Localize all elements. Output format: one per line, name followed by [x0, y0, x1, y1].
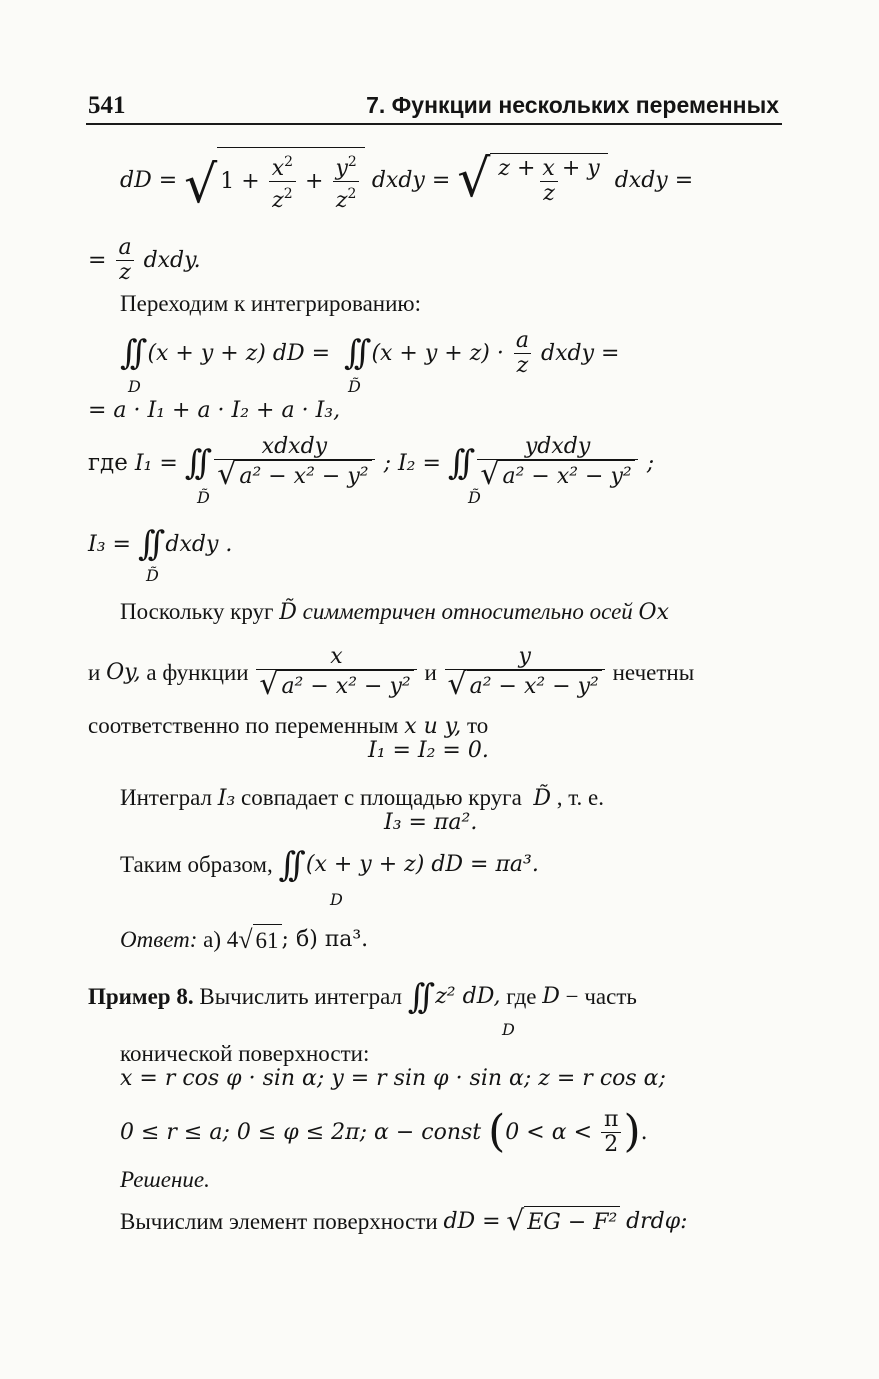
result-I3: I₃ = πa².: [384, 810, 478, 835]
example8-rest: − часть: [565, 984, 637, 1009]
eq5-i1: I₁ =: [134, 450, 178, 476]
eq3-num: a: [515, 327, 529, 353]
answer-b: ; б) πa³.: [281, 926, 369, 952]
eq3-domain-2: D̃: [348, 377, 361, 396]
p3-domain: D: [330, 890, 343, 909]
example8-line4: 0 ≤ r ≤ a; 0 ≤ φ ≤ 2π; α − const ( 0 < α < $\frac{\pi}{2}$ ) .: [120, 1106, 648, 1157]
answer-root: 61: [253, 924, 282, 955]
eq5-gde: где: [88, 450, 128, 476]
para-conclusion: Таким образом, ∫∫ (x + y + z) dD = πa³.: [120, 845, 539, 885]
eq5-semi: ;: [646, 450, 655, 476]
p3-a: Таким образом,: [120, 852, 273, 877]
p1-l3: соответственно по переменным: [88, 713, 399, 738]
eq5-num1: xdxdy: [261, 433, 328, 459]
example8-d: D: [542, 984, 560, 1009]
eq3-integrand2: (x + y + z) ·: [371, 340, 504, 366]
equation-integral: ∫∫ (x + y + z) dD = ∫∫ (x + y + z) · $\frac{a}{z}$ dxdy =: [120, 327, 620, 378]
example8-pi: π: [604, 1106, 619, 1132]
equation-I1-I2: где I₁ = ∫∫ xdxdy √ a² − x² − y² ; I₂ = ∫∫ ydxdy √ a² − x² − y² ;: [88, 433, 655, 492]
eq3-domain-1: D: [128, 377, 141, 396]
p1-oy: Oy,: [106, 660, 141, 685]
eq1-tail: dxdy =: [614, 167, 694, 193]
example8-line4b: 0 < α <: [505, 1119, 592, 1145]
example8-line2: конической поверхности:: [120, 1041, 370, 1066]
example8-body: z² dD,: [435, 984, 501, 1009]
p1-l1: Поскольку круг: [120, 599, 274, 624]
p1-l2a: и: [88, 660, 101, 685]
section-title: 7. Функции нескольких переменных: [366, 92, 779, 118]
example8-line3: x = r cos φ · sin α; y = r sin φ · sin α; z = r cos α;: [120, 1066, 666, 1091]
eq5-den2: a² − x² − y²: [499, 460, 634, 492]
p1-fden1: a² − x² − y²: [278, 670, 413, 702]
solution-text: Вычислим элемент поверхности: [120, 1208, 438, 1234]
example8-line4a: 0 ≤ r ≤ a; 0 ≤ φ ≤ 2π; α − const: [120, 1119, 482, 1145]
p1-dtilde: D̃: [279, 600, 297, 625]
p1-l1b: симметричен относительно осей: [302, 599, 633, 624]
frac2-num: y: [335, 156, 348, 181]
p1-fnum2: y: [518, 643, 531, 669]
eq3-den: z: [514, 353, 532, 378]
eq2-tail: dxdy.: [143, 247, 201, 273]
answer-a: а) 4: [203, 926, 239, 952]
frac2-den: z: [335, 188, 348, 213]
p1-l2b: а функции: [146, 660, 249, 685]
p1-fnum1: x: [330, 643, 343, 669]
frac1-den: z: [272, 188, 284, 213]
eq2-den: z: [116, 260, 134, 285]
answer: Ответ: а) 4 √ 61 ; б) πa³.: [120, 925, 369, 954]
solution-dd: dD =: [443, 1208, 501, 1234]
eq6-i3: I₃ =: [88, 531, 131, 557]
sqrt-2: √ $\frac{z + x + y}{z}$: [457, 153, 607, 207]
example8-domain: D: [502, 1020, 515, 1039]
eq6-domain: D̃: [146, 566, 159, 585]
example-8: Пример 8. Вычислить интеграл ∫∫ z² dD, где D − часть: [88, 977, 637, 1017]
solution-tail: drdφ:: [626, 1208, 688, 1234]
p3-body: (x + y + z) dD = πa³.: [305, 852, 539, 877]
solution-root: EG − F²: [524, 1206, 620, 1237]
eq3-tail: dxdy =: [541, 340, 620, 366]
eq5-domain-2: D̃: [468, 488, 481, 507]
p2-b: совпадает с площадью круга: [241, 785, 522, 810]
sqrt2-den: z: [540, 181, 558, 206]
p2-c: , т. е.: [556, 785, 604, 810]
equation-dD: [120, 140, 693, 220]
p1-odd: нечетны: [612, 660, 695, 685]
frac1-num: x: [271, 156, 285, 181]
eq5-den1: a² − x² − y²: [236, 460, 371, 492]
sqrt-1: √ 1 + $\frac{x^2}{z^2}$ + $\frac{y^2}{z^2}$: [184, 147, 365, 213]
text-integration: Переходим к интегрированию:: [120, 291, 421, 316]
example8-two: 2: [601, 1132, 621, 1157]
p1-fden2: a² − x² − y²: [467, 670, 602, 702]
answer-label: Ответ:: [120, 926, 198, 952]
p2-dt: D̃: [533, 786, 551, 811]
equation-sum-I: = a · I₁ + a · I₂ + a · I₃,: [88, 398, 341, 423]
para-area: [120, 784, 604, 813]
example8-text: Вычислить интеграл: [199, 984, 403, 1009]
example8-dot: .: [640, 1119, 648, 1145]
p2-i3: I₃: [217, 786, 236, 811]
eq2-num: a: [118, 234, 132, 260]
eq6-body: dxdy .: [165, 531, 233, 557]
eq1-dxdy: dxdy =: [371, 167, 451, 193]
result-I1-I2: I₁ = I₂ = 0.: [368, 738, 489, 763]
equation-a-over-z: [88, 232, 201, 288]
eq5-i2: ; I₂ =: [383, 450, 441, 476]
eq2-eq: =: [88, 247, 107, 273]
equation-I3: I₃ = ∫∫ dxdy .: [88, 524, 233, 564]
p1-and: и: [424, 660, 437, 685]
para-symmetry-line1: [120, 598, 669, 627]
solution-label: Решение.: [120, 1167, 210, 1192]
eq5-num2: ydxdy: [524, 433, 591, 459]
p1-ox: Ox: [638, 600, 669, 625]
p2-a: Интеграл: [120, 785, 212, 810]
page-number: 541: [88, 92, 126, 119]
para-symmetry-line3: [88, 712, 488, 741]
eq3-integrand1: (x + y + z) dD =: [147, 340, 331, 366]
p1-to: то: [467, 713, 489, 738]
para-symmetry-line2: и Oy, а функции x √ a² − x² − y² и y √ a² − x² − y² нечетны: [88, 643, 695, 702]
sqrt2-num: z + x + y: [498, 156, 600, 181]
example8-where: где: [506, 984, 537, 1009]
eq5-domain-1: D̃: [197, 488, 210, 507]
example8-label: Пример 8.: [88, 984, 194, 1009]
p1-xy: x и y,: [404, 714, 462, 739]
header-rule: [86, 123, 782, 125]
solution-line: Вычислим элемент поверхности dD = √ EG − F² drdφ:: [120, 1204, 688, 1237]
eq1-lhs: dD =: [120, 167, 178, 193]
